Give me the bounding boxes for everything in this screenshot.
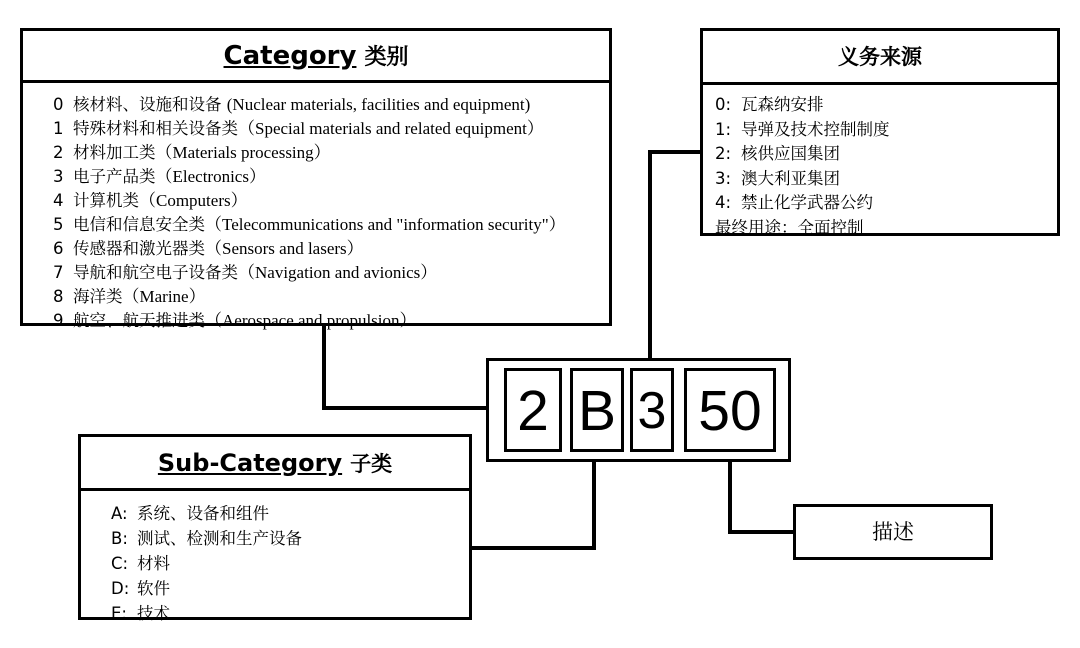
category-item-en: （Navigation and avionics） [238,263,438,282]
category-panel-title [23,31,609,83]
category-item-cn: 导航和航空电子设备类 [73,263,238,282]
connector-category-vertical [322,326,326,410]
category-item-number: 7 [53,263,64,282]
list-item [53,141,609,165]
list-item [53,213,609,237]
connector-category-horizontal [322,406,490,410]
list-item [53,165,609,189]
list-item [111,601,469,626]
obligation-source-title: 义务来源 [703,31,1057,85]
code-cell-description[interactable]: 50 [684,368,776,452]
category-title-cn: 类别 [364,45,409,70]
category-item-cn: 海洋类 [73,287,123,306]
obligation-source-panel [700,28,1060,236]
obligation-item-key: 3: [715,168,732,188]
sub-category-panel [78,434,472,623]
list-item [53,261,609,285]
obligation-item-label: 导弹及技术控制制度 [741,119,890,139]
sub-category-item-label: 材料 [137,554,170,573]
obligation-source-list [703,85,1057,240]
category-item-en: （Computers） [139,191,248,210]
category-item-cn: 电子产品类 [73,167,156,186]
sub-category-title-en: Sub-Category [157,449,343,477]
category-item-cn: 航空、航天推进类 [73,311,205,330]
code-cell-obligation-source[interactable]: 3 [630,368,674,452]
sub-category-item-key: B: [111,529,128,548]
list-item [53,309,609,333]
sub-category-item-label: 系统、设备和组件 [137,504,269,523]
obligation-item-label: 瓦森纳安排 [741,95,824,114]
category-item-cn: 传感器和激光器类 [73,239,205,258]
sub-category-item-label: 软件 [137,579,170,598]
category-item-number: 6 [53,239,64,258]
obligation-item-label: 澳大利亚集团 [741,168,840,188]
connector-obligation-vertical [648,150,652,370]
code-cell-category[interactable]: 2 [504,368,562,452]
list-item [111,526,469,551]
list-item [53,117,609,141]
sub-category-item-key: E: [111,604,127,623]
description-label: 描述 [872,520,914,544]
list-item [715,167,1057,192]
connector-description-vertical [728,452,732,534]
category-item-en: （Special materials and related equipment） [238,119,544,138]
connector-description-horizontal [728,530,796,534]
category-item-cn: 材料加工类 [73,143,156,162]
category-list [23,83,609,333]
obligation-item-key: 4: [715,193,732,212]
category-item-cn: 特殊材料和相关设备类 [73,119,238,138]
list-item [111,576,469,601]
category-item-number: 8 [53,287,64,306]
sub-category-item-label: 测试、检测和生产设备 [137,529,302,548]
category-item-number: 3 [53,167,64,186]
connector-subcategory-horizontal [470,546,596,550]
obligation-item-key: 2: [715,144,732,163]
description-panel [793,504,993,560]
category-item-number: 0 [53,95,64,114]
sub-category-title-cn: 子类 [350,452,393,476]
category-item-cn: 核材料、设施和设备 [73,95,222,114]
category-item-cn: 计算机类 [73,191,139,210]
obligation-item-label: 核供应国集团 [741,144,840,163]
category-item-number: 5 [53,215,64,234]
category-item-number: 1 [53,119,64,138]
category-item-cn: 电信和信息安全类 [73,215,205,234]
category-item-number: 2 [53,143,64,162]
obligation-item-key: 0: [715,95,732,114]
category-item-en: （Sensors and lasers） [205,239,364,258]
list-item [715,118,1057,143]
list-item [53,237,609,261]
obligation-item-label: 禁止化学武器公约 [741,193,873,212]
connector-obligation-horizontal [648,150,704,154]
category-panel [20,28,612,330]
category-title-en: Category [223,41,357,71]
category-item-number: 9 [53,311,64,330]
list-item [111,551,469,576]
category-item-en: (Nuclear materials, facilities and equipment) [226,95,531,114]
list-item [53,189,609,213]
category-item-en: （Marine） [122,287,206,306]
list-item [715,142,1057,167]
sub-category-item-key: C: [111,554,129,573]
list-item [715,93,1057,118]
list-item [53,285,609,309]
sub-category-item-label: 技术 [137,604,170,623]
obligation-source-footer: 最终用途：全面控制 [715,217,864,237]
code-cell-sub-category[interactable]: B [570,368,624,452]
category-item-number: 4 [53,191,64,210]
sub-category-list [81,491,469,626]
connector-subcategory-vertical [592,460,596,550]
category-item-en: （Aerospace and propulsion） [205,311,417,330]
list-item [53,93,609,117]
category-item-en: （Materials processing） [155,143,331,162]
list-item [111,501,469,526]
category-item-en: （Electronics） [155,167,266,186]
obligation-item-key: 1: [715,119,732,139]
sub-category-panel-title [81,437,469,491]
category-item-en: （Telecommunications and "information security"） [205,215,566,234]
list-item [715,191,1057,216]
sub-category-item-key: D: [111,579,130,598]
sub-category-item-key: A: [111,504,128,523]
